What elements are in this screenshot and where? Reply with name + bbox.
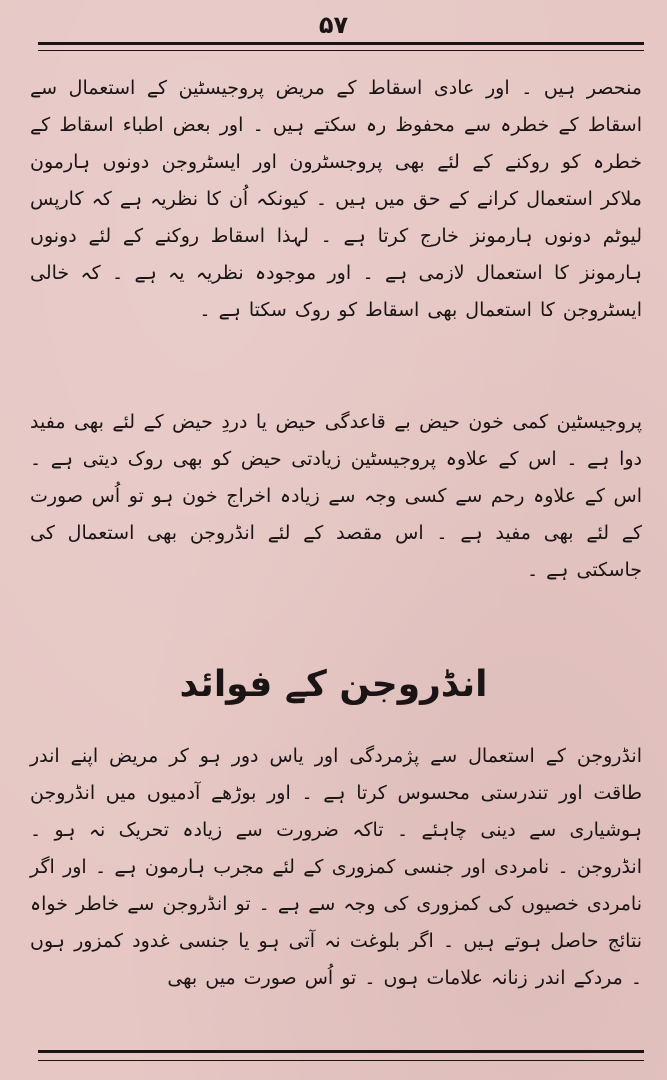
paragraph-miscarriage: منحصر ہیں ۔ اور عادی اسقاط کے مریض پروجیسٹین کے استعمال سے اسقاط کے خطرہ سے محفوظ رہ سکتے ہیں ۔ اور بعض اطباء اسقاط کے خطرہ کو روکنے کے لئے بھی پروجسٹرون اور ایسٹروجن دونوں ہارمون ملاکر استعمال کرانے کے حق میں ہیں ۔ کیونکہ اُن کا نظریہ ہے کہ کارپس لیوٹم دونوں ہارمونز خارج کرتا ہے ۔ لہذا اسقاط روکنے کے لئے دونوں ہارمونز کا استعمال لازمی ہے ۔ اور موجودہ نظریہ یہ ہے ۔ کہ خالی ایسٹروجن کا استعمال بھی اسقاط کو روک سکتا ہے ۔ xyxy=(30,77,642,321)
footer-rule-thick xyxy=(38,1050,644,1053)
header-rule-thick xyxy=(38,42,644,45)
paragraph-androgen-benefits: انڈروجن کے استعمال سے پژمردگی اور یاس دور ہو کر مریض اپنے اندر طاقت اور تندرستی محسوس کرتا ہے ۔ اور بوڑھے آدمیوں میں انڈروجن ہوشیاری سے دینی چاہئے ۔ تاکہ ضرورت سے زیادہ تحریک نہ ہو ۔ انڈروجن ۔ نامردی اور جنسی کمزوری کے لئے مجرب ہارمون ہے ۔ اور اگر نامردی خصیوں کی کمزوری کی وجہ سے ہے ۔ تو انڈروجن سے خاطر خواہ نتائج حاصل ہوتے ہیں ۔ اگر بلوغت نہ آتی ہو یا جنسی غدود کمزور ہوں ۔ مردکے اندر زنانہ علامات ہوں ۔ تو اُس صورت میں بھی xyxy=(30,745,642,989)
header-rule-thin xyxy=(38,50,644,51)
section-heading: انڈروجن کے فوائد xyxy=(179,664,488,705)
footer-rule-thin xyxy=(38,1060,644,1061)
page-number: ۵۷ xyxy=(318,11,349,39)
paragraph-progestin-uses: پروجیسٹین کمی خون حیض بے قاعدگی حیض یا دردِ حیض کے لئے بھی مفید دوا ہے ۔ اس کے علاوہ پروجیسٹین زیادتی حیض کو بھی روک دیتی ہے ۔ اس کے علاوہ رحم سے کسی وجہ سے زیادہ اخراج خون ہو تو اُس صورت کے لئے بھی مفید ہے ۔ اس مقصد کے لئے انڈروجن بھی استعمال کی جاسکتی ہے ۔ xyxy=(30,411,642,581)
